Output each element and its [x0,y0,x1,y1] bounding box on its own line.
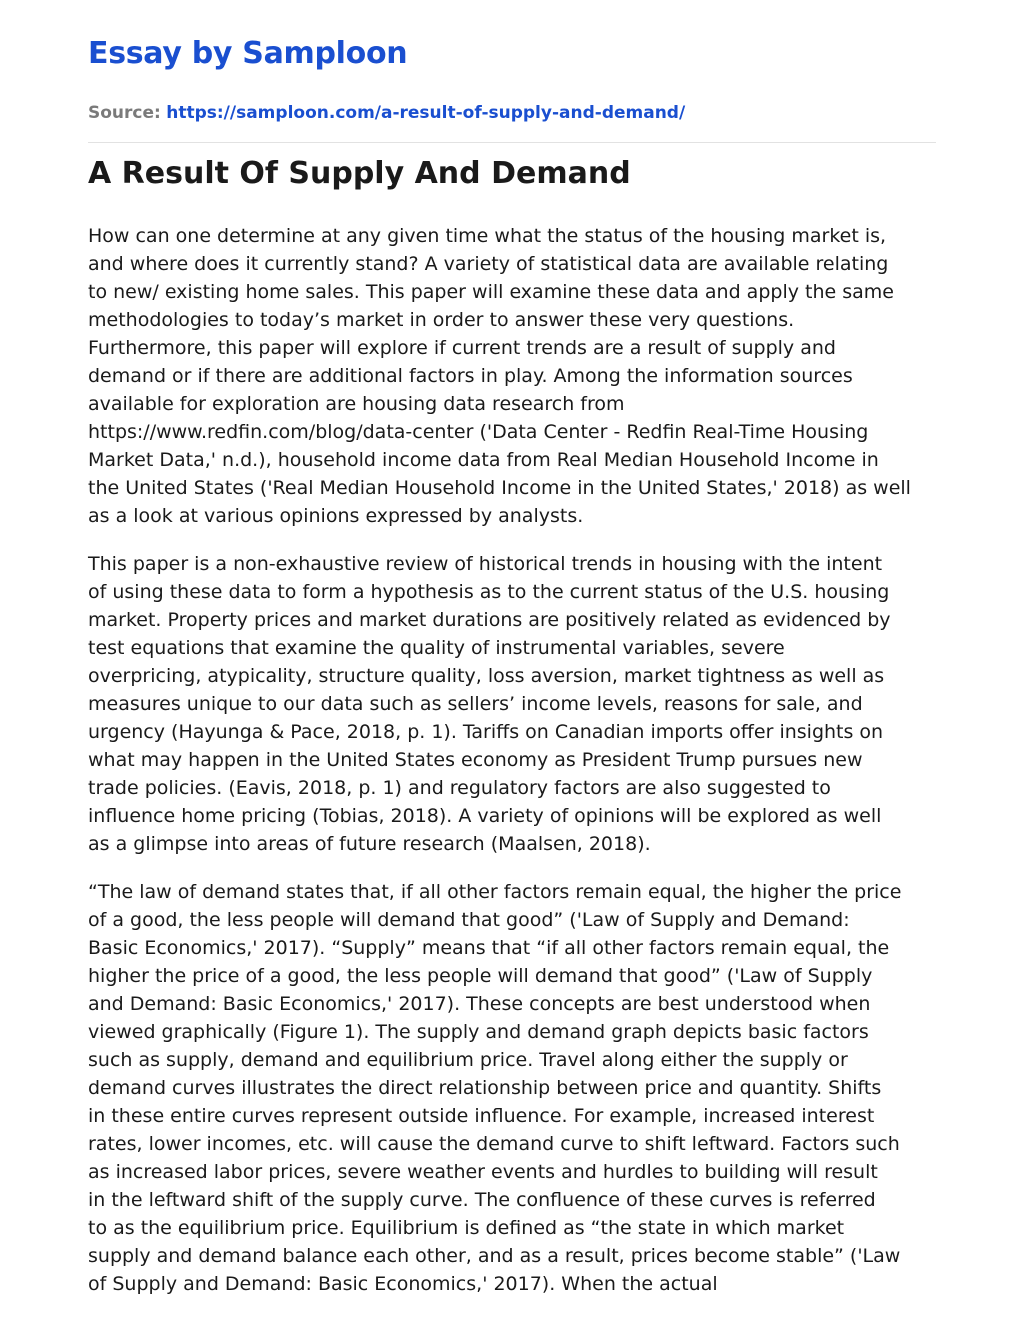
paragraph-line: Basic Economics,' 2017). “Supply” means that “if all other factors remain equal, the [88,937,890,959]
paragraph [88,550,938,858]
paragraph-line: overpricing, atypicality, structure quality, loss aversion, market tightness as well as [88,665,885,687]
paragraph-line: of using these data to form a hypothesis as to the current status of the U.S. housing [88,581,890,603]
paragraph-line: to new/ existing home sales. This paper will examine these data and apply the same [88,281,894,303]
paragraph-line: in the leftward shift of the supply curve. The confluence of these curves is referred [88,1189,876,1211]
paragraph-line: and where does it currently stand? A variety of statistical data are available relating [88,253,889,275]
paragraph-line: what may happen in the United States economy as President Trump pursues new [88,749,863,771]
paragraph [88,878,938,1298]
paragraph-line: rates, lower incomes, etc. will cause the demand curve to shift leftward. Factors such [88,1133,900,1155]
paragraph-line: the United States ('Real Median Household Income in the United States,' 2018) as well [88,477,911,499]
paragraph-line: market. Property prices and market durations are positively related as evidenced by [88,609,891,631]
source-link[interactable]: https://samploon.com/a-result-of-supply-and-demand/ [166,103,686,123]
paragraph-line: such as supply, demand and equilibrium price. Travel along either the supply or [88,1049,848,1071]
paragraph-line: methodologies to today’s market in order to answer these very questions. [88,309,795,331]
paragraph-line: supply and demand balance each other, and as a result, prices become stable” ('Law [88,1245,901,1267]
paragraph-line: How can one determine at any given time what the status of the housing market is, [88,225,887,247]
paragraph-line: https://www.redfin.com/blog/data-center ('Data Center - Redfin Real-Time Housing [88,421,869,443]
paragraph-line: “The law of demand states that, if all other factors remain equal, the higher the price [88,881,902,903]
header-divider [88,142,936,143]
paragraph-line: to as the equilibrium price. Equilibrium is defined as “the state in which market [88,1217,845,1239]
essay-title: A Result Of Supply And Demand [88,156,631,191]
paragraph-line: of Supply and Demand: Basic Economics,' 2017). When the actual [88,1273,718,1295]
essay-body [88,222,938,1318]
paragraph-line: in these entire curves represent outside influence. For example, increased interest [88,1105,875,1127]
paragraph-line: trade policies. (Eavis, 2018, p. 1) and regulatory factors are also suggested to [88,777,831,799]
paragraph-line: demand or if there are additional factors in play. Among the information sources [88,365,853,387]
source-line [88,103,685,123]
paragraph-line: This paper is a non-exhaustive review of historical trends in housing with the intent [88,553,883,575]
paragraph-line: test equations that examine the quality of instrumental variables, severe [88,637,785,659]
paragraph-line: urgency (Hayunga & Pace, 2018, p. 1). Tariffs on Canadian imports offer insights on [88,721,884,743]
paragraph-line: viewed graphically (Figure 1). The supply and demand graph depicts basic factors [88,1021,869,1043]
source-label: Source: [88,103,161,123]
paragraph-line: of a good, the less people will demand that good” ('Law of Supply and Demand: [88,909,850,931]
paragraph-line: measures unique to our data such as sellers’ income levels, reasons for sale, and [88,693,863,715]
paragraph-line: influence home pricing (Tobias, 2018). A variety of opinions will be explored as well [88,805,882,827]
paragraph-line: as increased labor prices, severe weather events and hurdles to building will result [88,1161,878,1183]
paragraph-line: Furthermore, this paper will explore if current trends are a result of supply and [88,337,836,359]
paragraph-line: demand curves illustrates the direct relationship between price and quantity. Shifts [88,1077,882,1099]
paragraph-line: as a glimpse into areas of future research (Maalsen, 2018). [88,833,651,855]
paragraph-line: and Demand: Basic Economics,' 2017). These concepts are best understood when [88,993,871,1015]
site-brand[interactable]: Essay by Samploon [88,36,408,71]
paragraph [88,222,938,530]
paragraph-line: as a look at various opinions expressed by analysts. [88,505,584,527]
paragraph-line: higher the price of a good, the less people will demand that good” ('Law of Supply [88,965,873,987]
paragraph-line: Market Data,' n.d.), household income data from Real Median Household Income in [88,449,879,471]
paragraph-line: available for exploration are housing data research from [88,393,625,415]
